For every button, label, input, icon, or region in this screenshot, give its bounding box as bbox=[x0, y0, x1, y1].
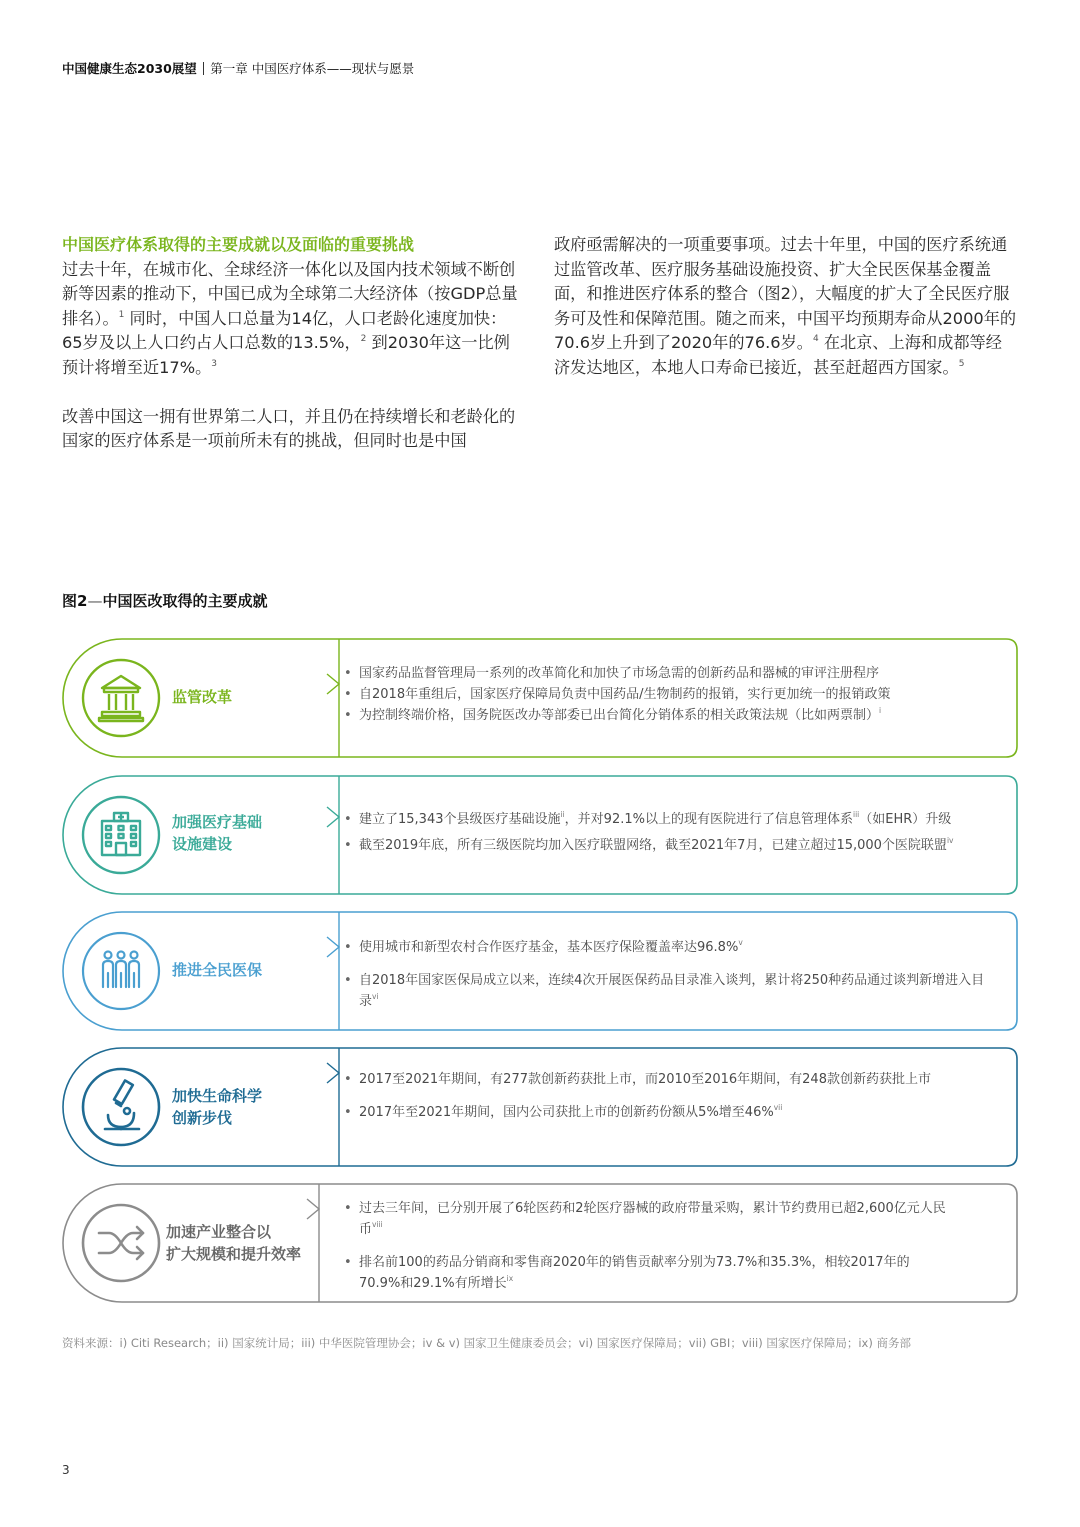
card-label: 加速产业整合以 扩大规模和提升效率 bbox=[166, 1223, 302, 1263]
page-number: 3 bbox=[62, 1463, 70, 1477]
hospital-icon bbox=[81, 795, 161, 875]
card-bullet-list bbox=[344, 809, 994, 856]
header-divider bbox=[203, 62, 205, 75]
card-bullet-list bbox=[344, 1198, 949, 1294]
achievement-card-life-science bbox=[62, 1047, 1018, 1167]
paragraph-1: 过去十年，在城市化、全球经济一体化以及国内技术领域不断创新等因素的推动下，中国已成为全球第二大经济体（按GDP总量排名）。$^1$ 同时，中国人口总量为14亿，人口老龄化速度加快：65岁及以上人口约占人口总数的13.5%，$^2$ 到2030年这一比例预计将增至近17%。$^3$ bbox=[62, 259, 518, 377]
section-heading: 中国医疗体系取得的主要成就以及面临的重要挑战 bbox=[62, 235, 415, 254]
list-item: • 自2018年国家医保局成立以来，连续4次开展医保药品目录准入谈判，累计将250种药品通过谈判新增进入目录$^{vi}$ bbox=[344, 970, 994, 1012]
report-title: 中国健康生态2030展望 bbox=[62, 61, 197, 76]
running-header bbox=[62, 59, 414, 77]
list-item: • 截至2019年底，所有三级医院均加入医疗联盟网络，截至2021年7月，已建立超过15,000个医院联盟$^{iv}$ bbox=[344, 835, 994, 856]
list-item: • 2017年至2021年期间，国内公司获批上市的创新药份额从5%增至46%$^{vii}$ bbox=[344, 1102, 934, 1123]
bank-building-icon bbox=[81, 658, 161, 738]
card-label: 推进全民医保 bbox=[172, 961, 263, 979]
card-label: 监管改革 bbox=[172, 688, 233, 706]
microscope-icon bbox=[81, 1067, 161, 1147]
list-item: • 过去三年间，已分别开展了6轮医药和2轮医疗器械的政府带量采购，累计节约费用已超2,600亿元人民币$^{viii}$ bbox=[344, 1198, 949, 1240]
shuffle-arrows-icon bbox=[81, 1203, 161, 1283]
left-text-column bbox=[62, 233, 526, 454]
card-label: 加强医疗基础 设施建设 bbox=[172, 813, 263, 853]
list-item: • 建立了15,343个县级医疗基础设施$^{ii}$，并对92.1%以上的现有医院进行了信息管理体系$^{iii}$（如EHR）升级 bbox=[344, 809, 994, 830]
achievement-card-regulation bbox=[62, 638, 1018, 758]
paragraph-3: 政府亟需解决的一项重要事项。过去十年里，中国的医疗系统通过监管改革、医疗服务基础设施投资、扩大全民医保基金覆盖面，和推进医疗体系的整合（图2），大幅度的扩大了全民医疗服务可及性和保障范围。随之而来，中国平均预期寿命从2000年的70.6岁上升到了2020年的76.6岁。$^4$ 在北京、上海和成都等经济发达地区，本地人口寿命已接近，甚至赶超西方国家。$^5$ bbox=[554, 235, 1017, 377]
list-item: • 使用城市和新型农村合作医疗基金，基本医疗保险覆盖率达96.8%$^v$ bbox=[344, 937, 994, 958]
people-group-icon bbox=[81, 931, 161, 1011]
achievement-card-universal-insurance bbox=[62, 911, 1018, 1031]
achievement-card-infrastructure bbox=[62, 775, 1018, 895]
card-bullet-list bbox=[344, 663, 994, 726]
card-bullet-list bbox=[344, 1069, 934, 1123]
card-label: 加快生命科学 创新步伐 bbox=[172, 1087, 263, 1127]
right-text-column bbox=[554, 233, 1018, 380]
list-item: • 自2018年重组后，国家医疗保障局负责中国药品/生物制药的报销，实行更加统一的报销政策 bbox=[344, 684, 994, 705]
source-note: 资料来源：i) Citi Research；ii) 国家统计局；iii) 中华医院管理协会；iv & v) 国家卫生健康委员会；vi) 国家医疗保障局；vii) GBI；viii) 国家医疗保障局；ix) 商务部 bbox=[62, 1336, 912, 1350]
figure-title: 图2—中国医改取得的主要成就 bbox=[62, 592, 268, 610]
list-item: • 2017至2021年期间，有277款创新药获批上市，而2010至2016年期间，有248款创新药获批上市 bbox=[344, 1069, 934, 1090]
list-item: • 国家药品监督管理局一系列的改革简化和加快了市场急需的创新药品和器械的审评注册程序 bbox=[344, 663, 994, 684]
paragraph-2: 改善中国这一拥有世界第二人口，并且仍在持续增长和老龄化的国家的医疗体系是一项前所未有的挑战，但同时也是中国 bbox=[62, 406, 516, 450]
list-item: • 排名前100的药品分销商和零售商2020年的销售贡献率分别为73.7%和35.3%，相较2017年的70.9%和29.1%有所增长$^{ix}$ bbox=[344, 1252, 949, 1294]
list-item: • 为控制终端价格，国务院医改办等部委已出台简化分销体系的相关政策法规（比如两票制）$^i$ bbox=[344, 705, 994, 726]
chapter-title: 第一章 中国医疗体系——现状与愿景 bbox=[210, 61, 415, 76]
achievement-card-industry-consolidation bbox=[62, 1183, 1018, 1303]
card-bullet-list bbox=[344, 937, 994, 1012]
